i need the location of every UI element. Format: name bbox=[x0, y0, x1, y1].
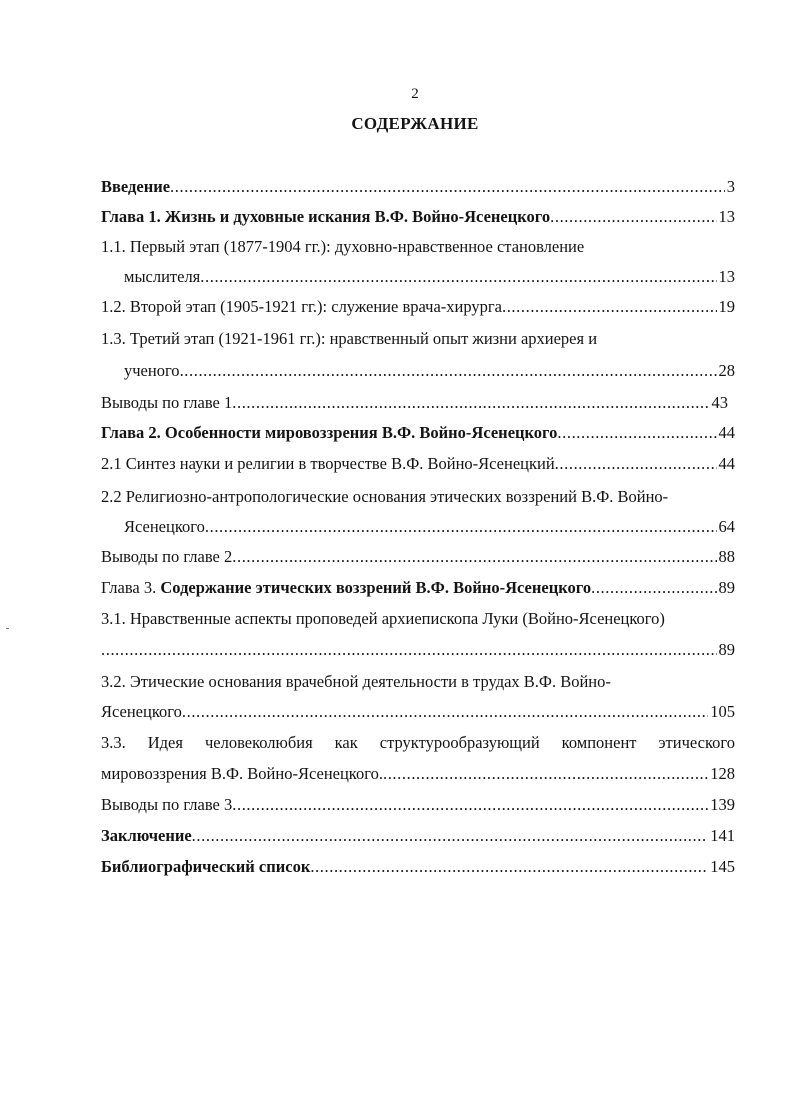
toc-page: 13 bbox=[718, 207, 735, 226]
toc-label-cont: Ясенецкого bbox=[124, 517, 205, 536]
toc-entry-3-3[interactable] bbox=[101, 733, 735, 759]
toc-entry-1-3-cont[interactable] bbox=[124, 361, 735, 387]
toc-entry-3-2-cont[interactable] bbox=[101, 702, 735, 728]
leader-dots bbox=[310, 857, 708, 877]
toc-page: 19 bbox=[718, 297, 735, 316]
toc-label: Введение bbox=[101, 177, 171, 196]
toc-label: Библиографический список bbox=[101, 857, 311, 876]
toc-entry-3-1-cont[interactable] bbox=[101, 640, 735, 666]
toc-label: 1.2. Второй этап (1905-1921 гг.): служение врача-хирурга bbox=[101, 297, 502, 316]
toc-label: Выводы по главе 2 bbox=[101, 547, 233, 566]
toc-label: Содержание этических воззрений В.Ф. Войно-Ясенецкого bbox=[160, 578, 592, 597]
toc-label: 3.3. Идея человеколюбия как структурообразующий компонент этического bbox=[101, 733, 735, 752]
toc-page: 89 bbox=[718, 578, 735, 597]
toc-label-cont: мировоззрения В.Ф. Войно-Ясенецкого. bbox=[101, 764, 383, 783]
toc-entry-1-3[interactable] bbox=[101, 329, 735, 355]
toc-label-cont: Ясенецкого bbox=[101, 702, 182, 721]
toc-page: 43 bbox=[711, 393, 728, 412]
toc-entry-bibliography[interactable] bbox=[101, 857, 735, 883]
toc-entry-introduction[interactable] bbox=[101, 177, 735, 203]
toc-entry-1-2[interactable] bbox=[101, 297, 735, 323]
toc-label: 1.3. Третий этап (1921-1961 гг.): нравственный опыт жизни архиерея и bbox=[101, 329, 598, 348]
leader-dots bbox=[232, 393, 709, 413]
toc-entry-chapter-2[interactable] bbox=[101, 423, 735, 449]
toc-label: Глава 1. Жизнь и духовные искания В.Ф. Войно-Ясенецкого bbox=[101, 207, 551, 226]
toc-label: 3.1. Нравственные аспекты проповедей архиепископа Луки (Войно-Ясенецкого) bbox=[101, 609, 665, 628]
toc-label: 2.1 Синтез науки и религии в творчестве В.Ф. Войно-Ясенецкий bbox=[101, 454, 555, 473]
toc-page: 88 bbox=[718, 547, 735, 566]
toc-entry-3-2[interactable] bbox=[101, 672, 735, 698]
leader-dots bbox=[557, 423, 716, 443]
toc-label: 3.2. Этические основания врачебной деятельности в трудах В.Ф. Войно- bbox=[101, 672, 611, 691]
toc-entry-2-2[interactable] bbox=[101, 487, 735, 513]
toc-label: 1.1. Первый этап (1877-1904 гг.): духовно-нравственное становление bbox=[101, 237, 585, 256]
toc-page: 89 bbox=[718, 640, 735, 659]
leader-dots bbox=[232, 795, 708, 815]
toc-entry-conclusion[interactable] bbox=[101, 826, 735, 852]
toc-page: 28 bbox=[718, 361, 735, 380]
toc-page: 141 bbox=[710, 826, 735, 845]
leader-dots bbox=[550, 207, 716, 227]
leader-dots bbox=[170, 177, 725, 197]
page-number: 2 bbox=[411, 86, 419, 102]
toc-entry-3-3-cont[interactable] bbox=[101, 764, 735, 790]
toc-page: 105 bbox=[710, 702, 735, 721]
toc-label: Глава 2. Особенности мировоззрения В.Ф. Войно-Ясенецкого bbox=[101, 423, 558, 442]
toc-label: 2.2 Религиозно-антропологические основания этических воззрений В.Ф. Войно- bbox=[101, 487, 669, 506]
scan-speck bbox=[6, 628, 9, 629]
toc-label-cont: мыслителя bbox=[124, 267, 201, 286]
leader-dots bbox=[383, 764, 708, 784]
toc-entry-3-1[interactable] bbox=[101, 609, 735, 635]
leader-dots bbox=[555, 454, 717, 474]
toc-page: 13 bbox=[718, 267, 735, 286]
leader-dots bbox=[200, 267, 716, 287]
toc-entry-conclusions-3[interactable] bbox=[101, 795, 735, 821]
toc-entry-conclusions-1[interactable] bbox=[101, 393, 728, 419]
toc-label-cont: ученого bbox=[124, 361, 180, 380]
toc-page: 44 bbox=[718, 423, 735, 442]
toc-page: 64 bbox=[718, 517, 735, 536]
toc-entry-2-2-cont[interactable] bbox=[124, 517, 735, 543]
leader-dots bbox=[180, 361, 717, 381]
toc-page: 145 bbox=[710, 857, 735, 876]
toc-entry-conclusions-2[interactable] bbox=[101, 547, 735, 573]
leader-dots bbox=[502, 297, 717, 317]
leader-dots bbox=[182, 702, 708, 722]
toc-page: 44 bbox=[718, 454, 735, 473]
page-title: СОДЕРЖАНИЕ bbox=[351, 114, 479, 133]
toc-entry-chapter-1[interactable] bbox=[101, 207, 735, 233]
leader-dots bbox=[101, 640, 717, 660]
toc-entry-2-1[interactable] bbox=[101, 454, 735, 480]
leader-dots bbox=[232, 547, 716, 567]
toc-label: Выводы по главе 3 bbox=[101, 795, 233, 814]
leader-dots bbox=[192, 826, 709, 846]
toc-entry-1-1[interactable] bbox=[101, 237, 735, 263]
leader-dots bbox=[591, 578, 716, 598]
toc-label-prefix: Глава 3. bbox=[101, 578, 161, 597]
toc-page: 3 bbox=[726, 177, 735, 196]
toc-page: 139 bbox=[710, 795, 735, 814]
toc-page: 128 bbox=[710, 764, 735, 783]
toc-label: Заключение bbox=[101, 826, 192, 845]
toc-label: Выводы по главе 1 bbox=[101, 393, 233, 412]
toc-entry-1-1-cont[interactable] bbox=[124, 267, 735, 293]
leader-dots bbox=[205, 517, 717, 537]
toc-entry-chapter-3[interactable] bbox=[101, 578, 735, 604]
